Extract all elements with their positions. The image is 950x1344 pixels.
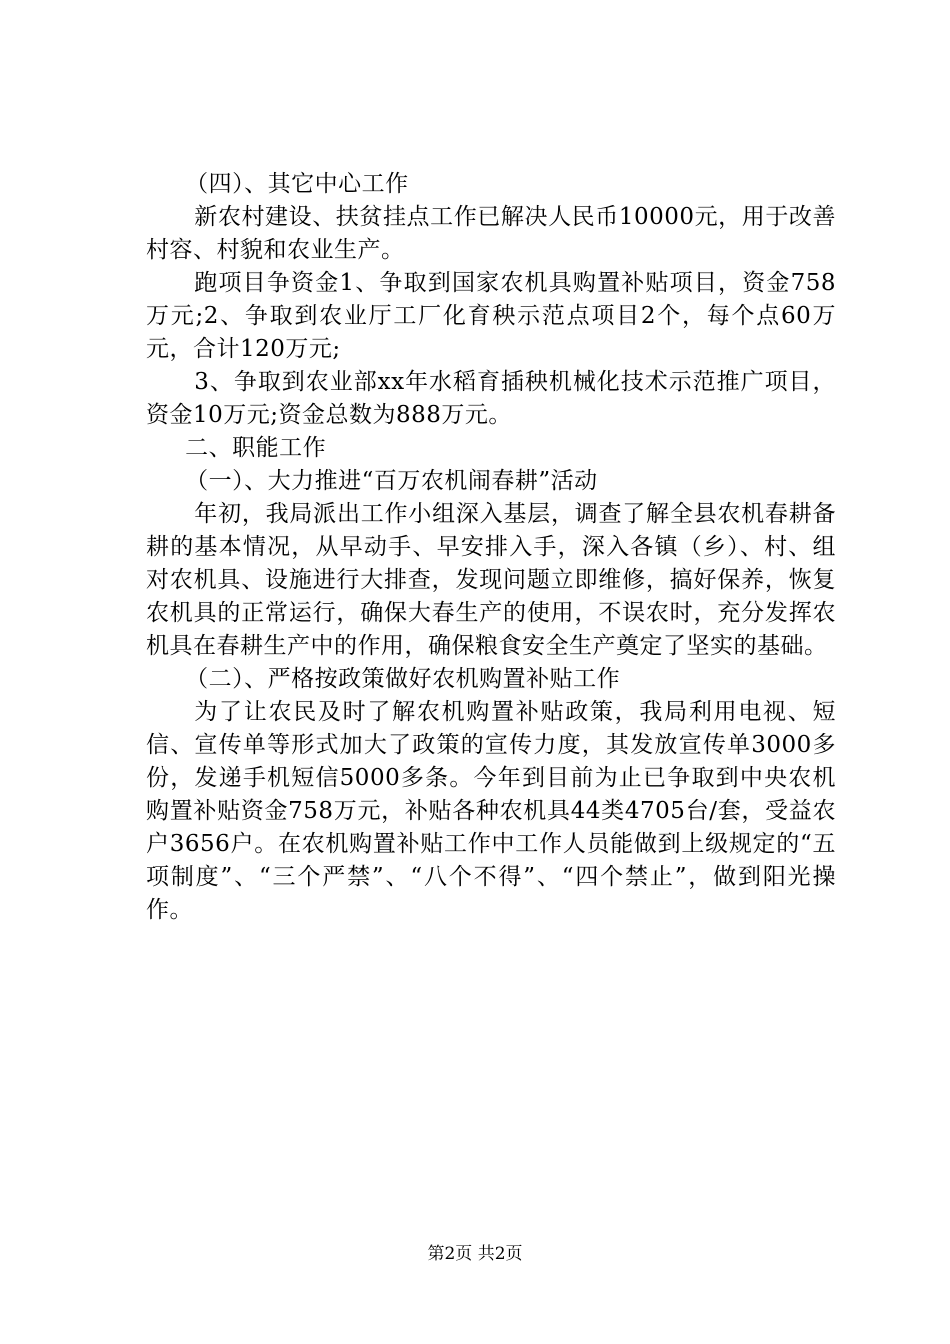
paragraph-subsidy: 为了让农民及时了解农机购置补贴政策，我局利用电视、短信、宣传单等形式加大了政策的宣传力度，其发放宣传单3000多份，发递手机短信5000多条。今年到目前为止已争取到中央农机购置补贴资金758万元，补贴各种农机具44类4705台/套，受益农户3656户。在农机购置补贴工作中工作人员能做到上级规定的“五项制度”、“三个严禁”、“八个不得”、“四个禁止”，做到阳光操作。 (146, 699, 836, 923)
paragraph-project-funding: 跑项目争资金1、争取到国家农机具购置补贴项目，资金758万元;2、争取到农业厅工厂化育秧示范点项目2个，每个点60万元，合计120万元; (146, 270, 836, 362)
document-body (146, 168, 836, 927)
subsection-heading-spring-plowing: （一）、大力推进“百万农机闹春耕”活动 (185, 468, 598, 494)
paragraph-new-countryside: 新农村建设、扶贫挂点工作已解决人民币10000元，用于改善村容、村貌和农业生产。 (146, 204, 836, 263)
section-heading-functional-work: 二、职能工作 (185, 435, 327, 461)
paragraph-spring-plowing: 年初，我局派出工作小组深入基层，调查了解全县农机春耕备耕的基本情况，从早动手、早安排入手，深入各镇（乡）、村、组对农机具、设施进行大排查，发现问题立即维修，搞好保养，恢复农机具的正常运行，确保大春生产的使用，不误农时，充分发挥农机具在春耕生产中的作用，确保粮食安全生产奠定了坚实的基础。 (146, 501, 836, 659)
page-footer: 第2页 共2页 (427, 1244, 523, 1264)
section-heading-other-work: （四）、其它中心工作 (185, 171, 409, 197)
paragraph-ministry-project: 3、争取到农业部xx年水稻育插秧机械化技术示范推广项目，资金10万元;资金总数为888万元。 (146, 369, 836, 428)
subsection-heading-subsidy: （二）、严格按政策做好农机购置补贴工作 (185, 666, 621, 692)
